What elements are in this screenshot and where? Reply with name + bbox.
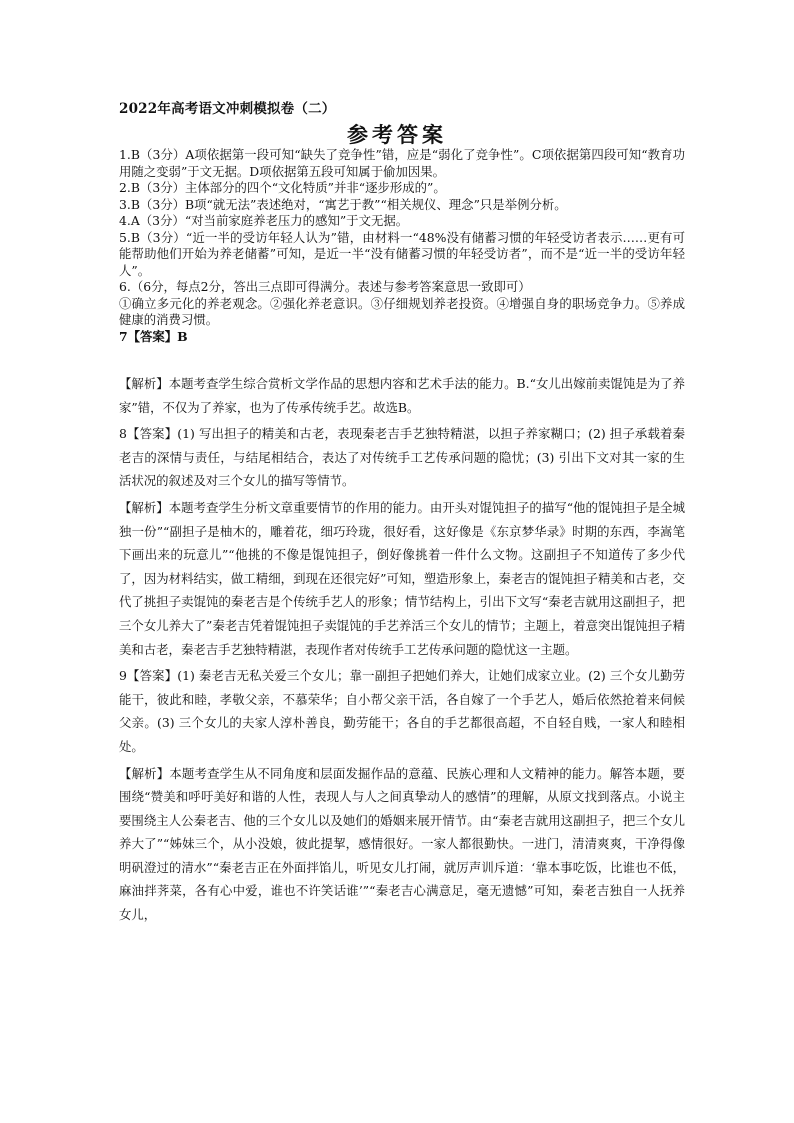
- answer-8: 8【答案】(1) 写出担子的精美和古老，表现秦老吉手艺独特精湛，以担子养家糊口；(2) 担子承载着秦老吉的深情与责任，与结尾相结合，表达了对传统手工艺传承问题的隐忧；(3) 引出下文对其一家的生活状况的叙述及对三个女儿的描写等情节。: [119, 426, 685, 489]
- answer-7: 7【答案】B: [119, 328, 188, 344]
- answer-1: 1.B（3分）A项依据第一段可知“缺失了竞争性”错，应是“弱化了竞争性”。C项依据第四段可知“教育功用随之变弱”于文无据。D项依据第五段可知属于偷加因果。: [119, 147, 685, 179]
- exam-header: 2022年高考语文冲刺模拟卷（二）: [119, 101, 336, 117]
- analysis-8: 【解析】本题考查学生分析文章重要情节的作用的能力。由开头对馄饨担子的描写“他的馄饨担子是全城独一份”“副担子是柚木的，雕着花，细巧玲珑，很好看，这好像是《东京梦华录》时期的东西，李嵩笔下画出来的玩意儿”“他挑的不像是馄饨担子，倒好像挑着一件什么文物。这副担子不知道传了多少代了，因为材料结实，做工精细，到现在还很完好”可知，塑造形象上，秦老吉的馄饨担子精美和古老，交代了挑担子卖馄饨的秦老吉是个传统手艺人的形象；情节结构上，引出下文写“秦老吉就用这副担子，把三个女儿养大了”秦老吉凭着馄饨担子卖馄饨的手艺养活三个女儿的情节；主题上，着意突出馄饨担子精美和古老，秦老吉手艺独特精湛，表现作者对传统手工艺传承问题的隐忧这一主题。: [119, 499, 685, 657]
- short-answers: [119, 147, 685, 345]
- answer-2: 2.B（3分）主体部分的四个“文化特质”并非“逐步形成的”。: [119, 180, 446, 195]
- answer-3: 3.B（3分）B项“就无法”表述绝对，“寓艺于教”“相关规仪、理念”只是举例分析。: [119, 196, 567, 212]
- answer-5: 5.B（3分）“近一半的受访年轻人认为”错，由材料一“48%没有储蓄习惯的年轻受访者表示……更有可能帮助他们开始为养老储蓄”可知，是近一半“没有储蓄习惯的年轻受访者”，而不是“近一半的受访年轻人”。: [119, 229, 685, 278]
- analysis-7: 【解析】本题考查学生综合赏析文学作品的思想内容和艺术手法的能力。B.“女儿出嫁前卖馄饨是为了养家”错，不仅为了养家，也为了传承传统手艺。故选B。: [119, 376, 685, 415]
- answer-9: 9【答案】(1) 秦老吉无私关爱三个女儿；靠一副担子把她们养大，让她们成家立业。(2) 三个女儿勤劳能干，彼此和睦，孝敬父亲，不慕荣华；自小帮父亲干活，各自嫁了一个手艺人，婚后依然抢着来伺候父亲。(3) 三个女儿的夫家人淳朴善良，勤劳能干；各自的手艺都很高超，不自轻自贱，一家人和睦相处。: [119, 668, 685, 754]
- analysis-9: 【解析】本题考查学生从不同角度和层面发掘作品的意蕴、民族心理和人文精神的能力。解答本题，要围绕“赞美和呼吁美好和谐的人性，表现人与人之间真挚动人的感情”的理解，从原文找到落点。小说主要围绕主人公秦老吉、他的三个女儿以及她们的婚姻来展开情节。由“秦老吉就用这副担子，把三个女儿养大了”“姊妹三个，从小没娘，彼此提挈，感情很好。一家人都很勤快。一进门，清清爽爽，干净得像明矾澄过的清水”“秦老吉正在外面拌馅儿，听见女儿打闹，就厉声训斥道：‘靠本事吃饭，比谁也不低，麻油拌荠菜，各有心中爱，谁也不许笑话谁’”“秦老吉心满意足，毫无遗憾”可知，秦老吉独自一人抚养女儿，: [119, 765, 685, 923]
- answer-6-points: ①确立多元化的养老观念。②强化养老意识。③仔细规划养老投资。④增强自身的职场竞争力。⑤养成健康的消费习惯。: [119, 295, 685, 327]
- answer-6-scoring: 6.（6分，每点2分，答出三点即可得满分。表述与参考答案意思一致即可）: [119, 279, 531, 294]
- long-answers: [119, 372, 685, 927]
- page-title: 参考答案: [347, 122, 447, 147]
- answer-4: 4.A（3分）“对当前家庭养老压力的感知”于文无据。: [119, 213, 409, 228]
